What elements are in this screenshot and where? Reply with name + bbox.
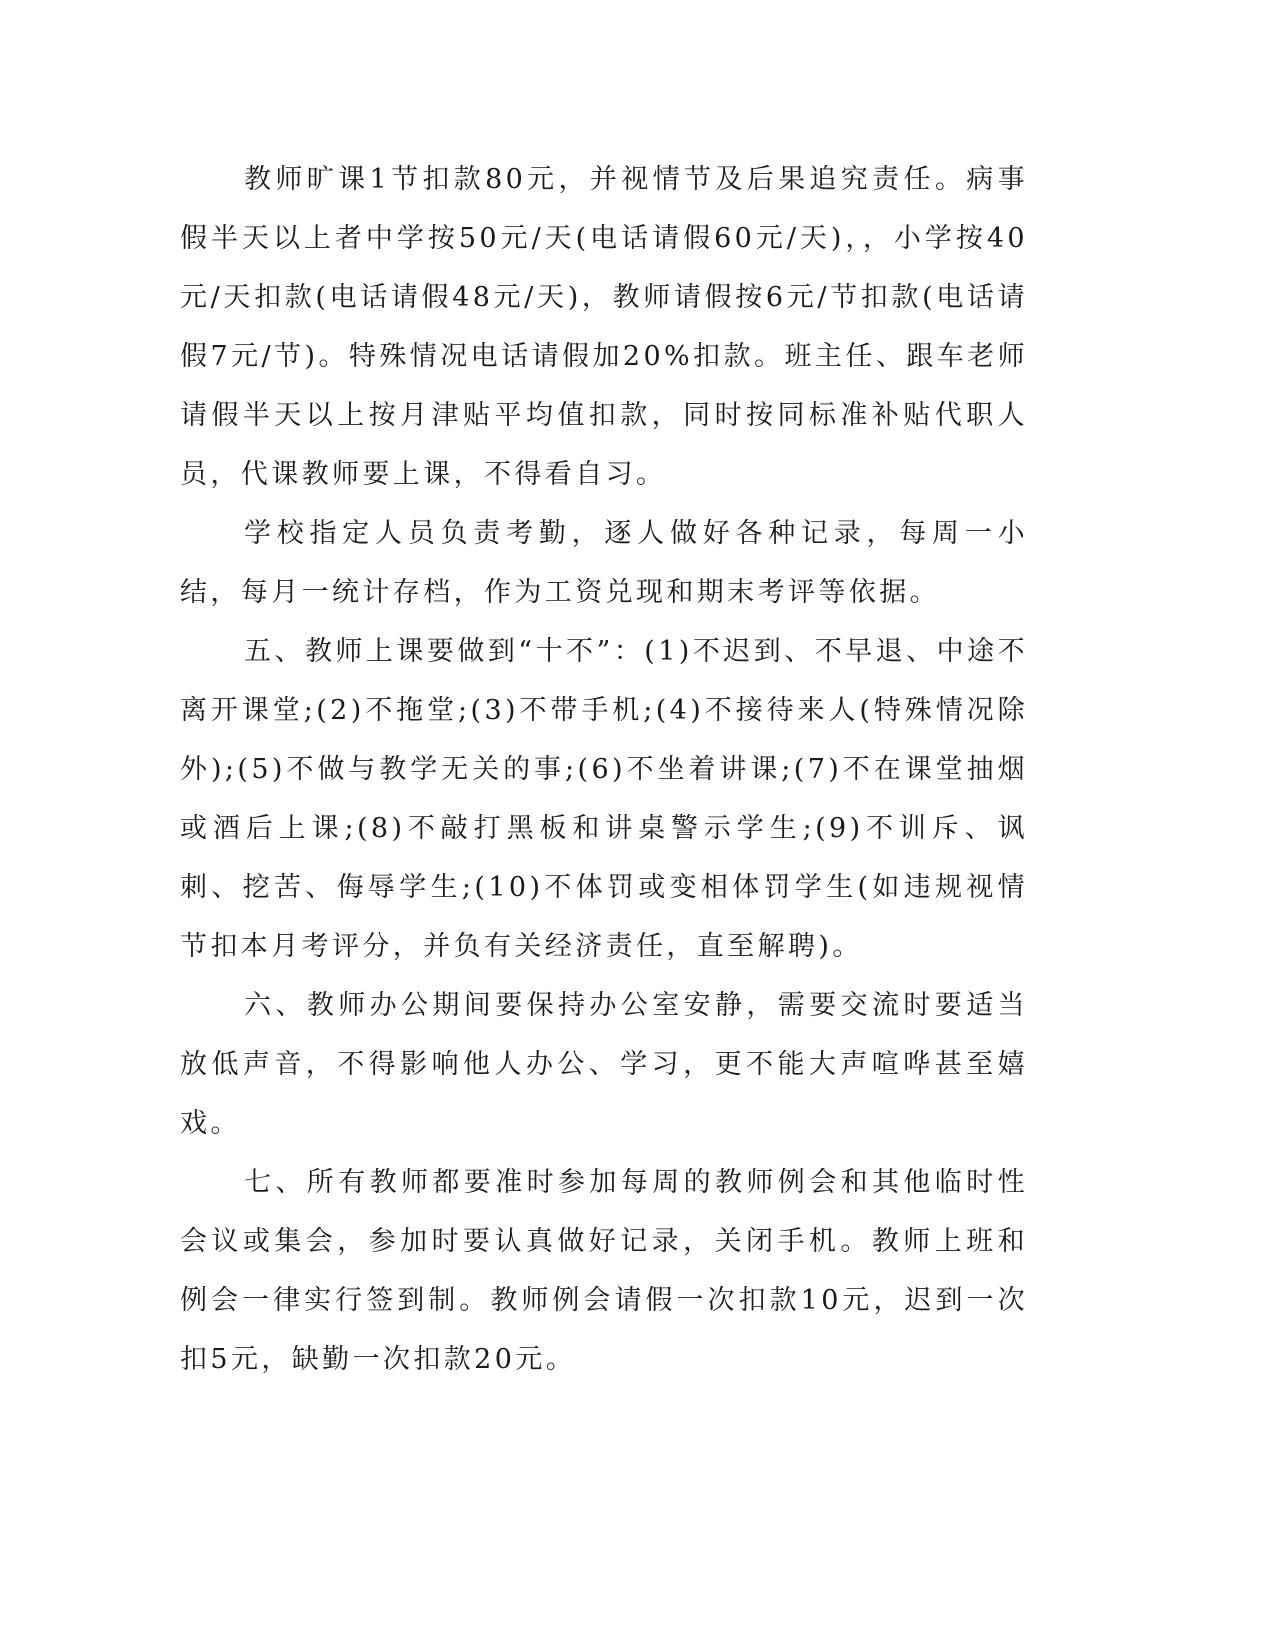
paragraph-office-conduct: 六、教师办公期间要保持办公室安静，需要交流时要适当放低声音，不得影响他人办公、学习，更不能大声喧哗甚至嬉戏。 <box>180 990 1028 1139</box>
paragraph-attendance-deductions: 教师旷课1节扣款80元，并视情节及后果追究责任。病事假半天以上者中学按50元/天(电话请假60元/天)，，小学按40元/天扣款(电话请假48元/天)，教师请假按6元/节扣款(电话请假7元/节)。特殊情况电话请假加20%扣款。班主任、跟车老师请假半天以上按月津贴平均值扣款，同时按同标准补贴代职人员，代课教师要上课，不得看自习。 <box>180 164 1028 490</box>
document-body <box>180 150 1028 1389</box>
paragraph-attendance-records: 学校指定人员负责考勤，逐人做好各种记录，每周一小结，每月一统计存档，作为工资兑现和期末考评等依据。 <box>180 518 1028 608</box>
paragraph-meetings: 七、所有教师都要准时参加每周的教师例会和其他临时性会议或集会，参加时要认真做好记录，关闭手机。教师上班和例会一律实行签到制。教师例会请假一次扣款10元，迟到一次扣5元，缺勤一次扣款20元。 <box>180 1167 1028 1375</box>
paragraph-classroom-rules: 五、教师上课要做到“十不”：(1)不迟到、不早退、中途不离开课堂;(2)不拖堂;(3)不带手机;(4)不接待来人(特殊情况除外);(5)不做与教学无关的事;(6)不坐着讲课;(7)不在课堂抽烟或酒后上课;(8)不敲打黑板和讲桌警示学生;(9)不训斥、讽刺、挖苦、侮辱学生;(10)不体罚或变相体罚学生(如违规视情节扣本月考评分，并负有关经济责任，直至解聘)。 <box>180 636 1028 962</box>
